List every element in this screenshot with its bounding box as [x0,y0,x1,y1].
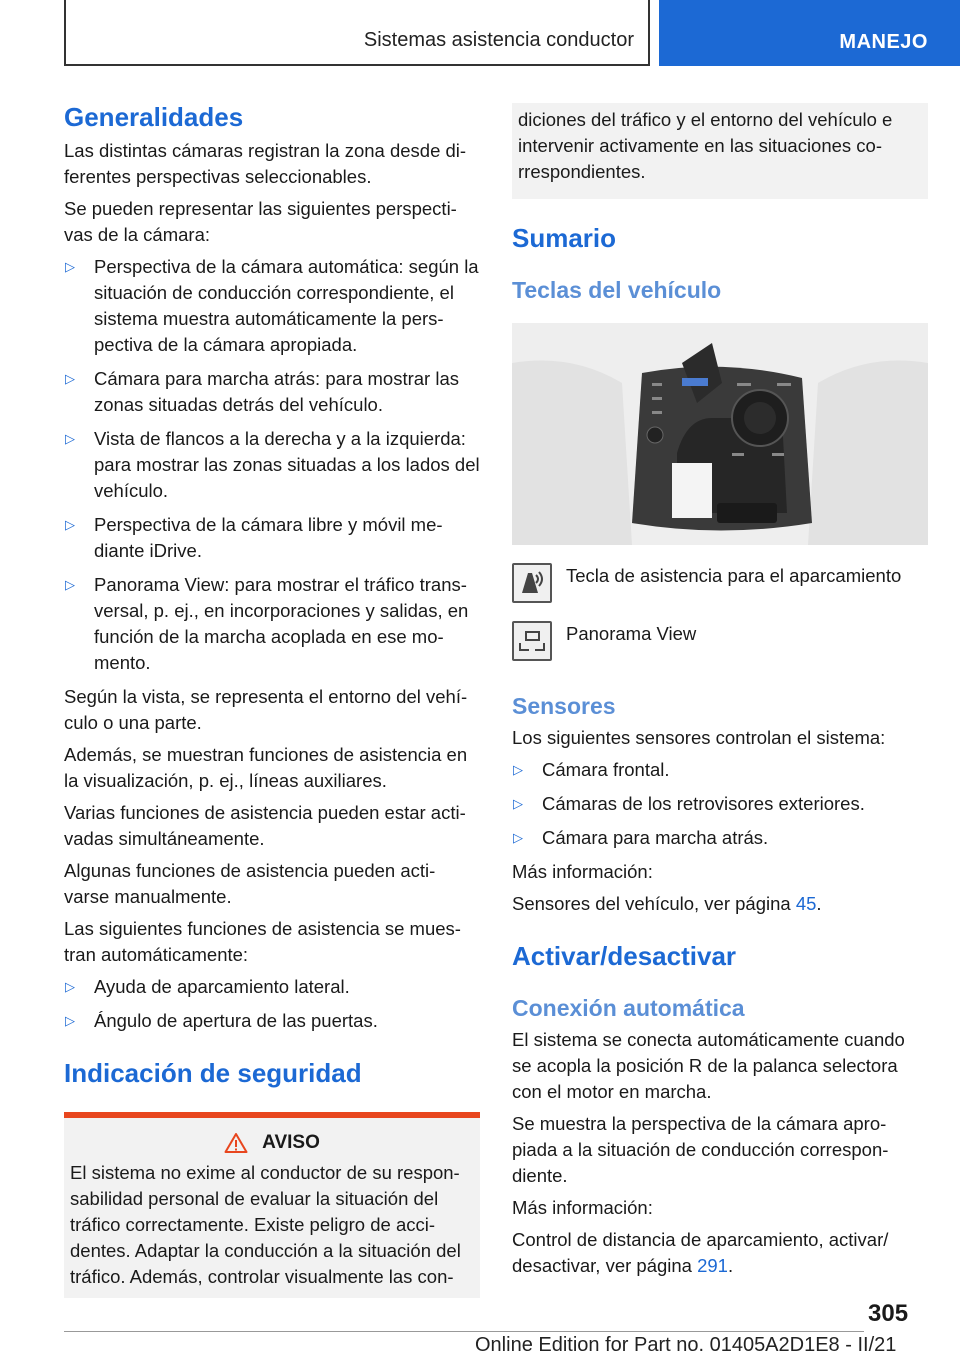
reference-sensors: Sensores del vehículo, ver página 45. [512,893,822,914]
bullet-triangle-icon: ▷ [513,796,523,811]
bullet-triangle-icon: ▷ [65,371,75,386]
heading-sumario: Sumario [512,223,617,253]
header-section-box [64,0,650,66]
panorama-view-key-icon[interactable] [512,621,552,661]
heading-safety: Indicación de seguridad [64,1058,362,1088]
paragraph: Además, se muestran funciones de asistencia en la visualización, p. ej., líneas auxiliares. [64,744,468,791]
parking-assist-key-icon[interactable] [512,563,552,603]
sensors-list [512,757,928,851]
bullet-triangle-icon: ▷ [65,577,75,592]
page-link-45[interactable]: 45 [795,893,817,914]
bullet-triangle-icon: ▷ [513,762,523,777]
warning-text: El sistema no exime al conductor de su respon-sabilidad personal de evaluar la situación del tráfico correctamente. Existe peligro de acci-dentes. Adaptar la conducción a la situación del tráfico. Además, controlar visualmente las con- [70,1162,461,1287]
perspectives-list [64,254,480,676]
header-chapter-tab[interactable] [659,0,960,66]
bullet-triangle-icon: ▷ [65,431,75,446]
page-link-291[interactable]: 291 [697,1255,728,1276]
reference-parking-control: Control de distancia de aparcamiento, activar/ desactivar, ver página 291. [512,1229,889,1276]
list-item: ▷ Ayuda de aparcamiento lateral. [64,974,480,1000]
heading-activar: Activar/desactivar [512,941,737,971]
warning-title: AVISO [262,1132,320,1153]
bullet-triangle-icon: ▷ [65,259,75,274]
paragraph: Las siguientes funciones de asistencia se mues-tran automáticamente: [64,918,461,965]
key-row-parking-assist [512,563,928,603]
center-console-illustration [512,323,928,545]
list-item: ▷ Cámaras de los retrovisores exteriores. [512,791,928,817]
warning-box [64,1118,480,1298]
bullet-triangle-icon: ▷ [513,830,523,845]
header-chapter-label: MANEJO [839,31,928,53]
key-row-panorama-view [512,621,928,661]
warning-triangle-icon [224,1132,248,1154]
heading-generalidades: Generalidades [64,102,244,132]
warning-text-continued: diciones del tráfico y el entorno del vehículo e intervenir activamente en las situaciones co-rrespondientes. [518,109,893,182]
key-label-panorama-view: Panorama View [566,623,697,644]
paragraph: Según la vista, se representa el entorno del vehí-culo o una parte. [64,686,468,733]
paragraph: El sistema se conecta automáticamente cuando se acopla la posición R de la palanca selectora con el motor en marcha. [512,1029,905,1102]
list-item: ▷ Ángulo de apertura de las puertas. [64,1008,480,1034]
paragraph: Más información: [512,1197,653,1218]
auto-functions-list [64,974,480,1034]
warning-header [70,1132,474,1154]
key-label-parking-assist: Tecla de asistencia para el aparcamiento [566,565,902,586]
parking-assist-icon [518,569,546,597]
paragraph: Algunas funciones de asistencia pueden acti-varse manualmente. [64,860,436,907]
list-item: ▷ Perspectiva de la cámara libre y móvil me-diante iDrive. [65,514,443,561]
heading-sensores: Sensores [512,693,616,719]
heading-teclas: Teclas del vehículo [512,277,722,303]
list-item: ▷ Cámara para marcha atrás. [512,825,928,851]
footer-divider [64,1331,864,1332]
list-item: ▷ Vista de flancos a la derecha y a la izquierda: para mostrar las zonas situadas a los lados del vehículo. [65,428,480,501]
paragraph: Más información: [512,861,653,882]
paragraph: Las distintas cámaras registran la zona desde di-ferentes perspectivas seleccionables. [64,140,467,187]
paragraph: Varias funciones de asistencia pueden estar acti-vadas simultáneamente. [64,802,466,849]
bullet-triangle-icon: ▷ [65,1013,75,1028]
warning-box-continued [512,103,928,199]
center-console-photo [512,323,928,545]
list-item: ▷ Perspectiva de la cámara automática: según la situación de conducción correspondiente, el sistema muestra automáticamente la pers-pectiva de la cámara apropiada. [65,256,479,355]
heading-conexion: Conexión automática [512,995,745,1021]
bullet-triangle-icon: ▷ [65,517,75,532]
page-number: 305 [868,1300,909,1327]
footer-edition: Online Edition for Part no. 01405A2D1E8 - II/21 [475,1334,897,1356]
bullet-triangle-icon: ▷ [65,979,75,994]
panorama-view-icon [517,629,547,653]
right-column [512,103,928,1279]
paragraph: Los siguientes sensores controlan el sistema: [512,727,886,748]
header-section-title: Sistemas asistencia conductor [363,29,634,51]
left-column [64,100,480,1298]
paragraph: Se pueden representar las siguientes perspecti-vas de la cámara: [64,198,457,245]
list-item: ▷ Panorama View: para mostrar el tráfico trans-versal, p. ej., en incorporaciones y salidas, en función de la marcha acoplada en ese mo-mento. [65,574,469,673]
list-item: ▷ Cámara frontal. [512,757,928,783]
paragraph: Se muestra la perspectiva de la cámara apro-piada a la situación de conducción correspon-diente. [512,1113,889,1186]
list-item: ▷ Cámara para marcha atrás: para mostrar las zonas situadas detrás del vehículo. [65,368,459,415]
